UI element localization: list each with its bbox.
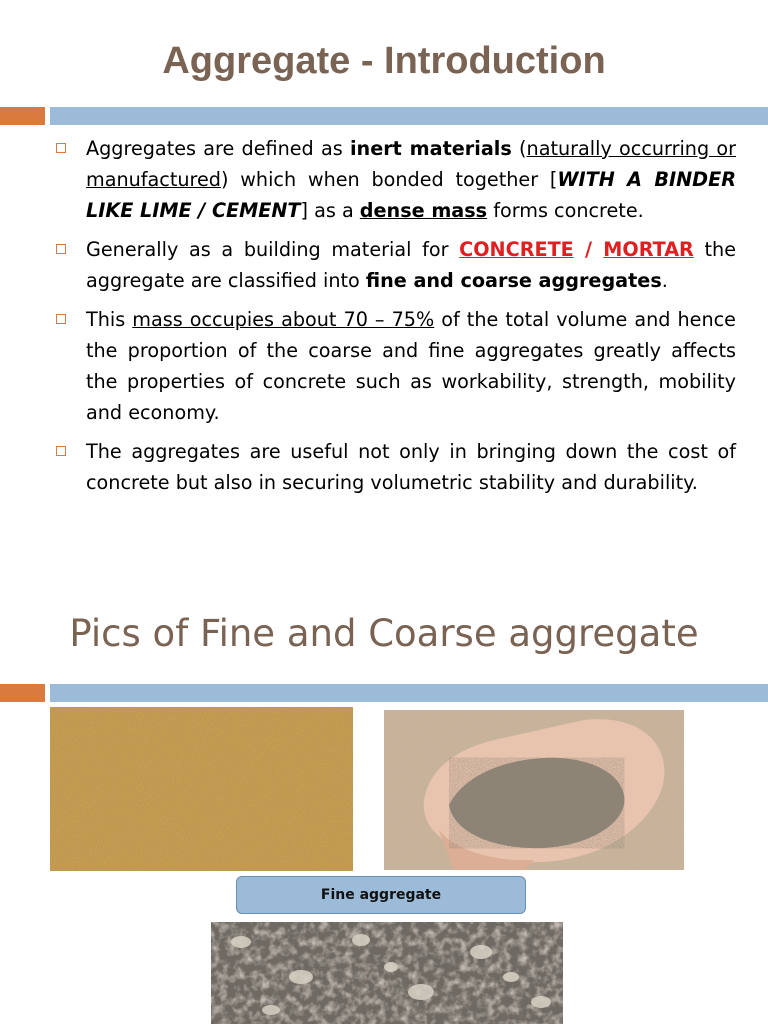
bold-text: inert materials <box>349 137 512 160</box>
divider-orange-block <box>0 107 45 125</box>
divider-blue-bar <box>50 107 768 125</box>
fine-aggregate-photo <box>50 707 353 871</box>
bullet-list <box>56 133 736 506</box>
bold-underlined-text: dense mass <box>359 199 488 222</box>
square-bullet-icon <box>56 244 66 254</box>
title-divider-band <box>0 107 768 125</box>
hand-holding-aggregate-photo <box>384 710 684 870</box>
highlight-text: MORTAR <box>603 238 694 261</box>
highlight-text: CONCRETE <box>459 238 574 261</box>
divider-blue-bar <box>50 684 768 702</box>
slide-title: Pics of Fine and Coarse aggregate <box>69 612 699 655</box>
coarse-aggregate-photo <box>211 922 563 1024</box>
title-divider-band <box>0 684 768 702</box>
fine-aggregate-label: Fine aggregate <box>236 876 526 914</box>
divider-orange-block <box>0 684 45 702</box>
square-bullet-icon <box>56 314 66 324</box>
square-bullet-icon <box>56 143 66 153</box>
highlight-separator: / <box>573 238 604 261</box>
bullet-item: The aggregates are useful not only in bringing down the cost of concrete but also in securing volumetric stability and durability. <box>56 436 736 498</box>
bullet-item: This mass occupies about 70 – 75% of the total volume and hence the proportion of the coarse and fine aggregates greatly affects the properties of concrete such as workability, strength, mobility and economy. <box>56 304 736 428</box>
underlined-text: mass occupies about 70 – 75% <box>132 308 435 331</box>
underlined-text: naturally occurring or manufactured <box>86 137 737 191</box>
square-bullet-icon <box>56 446 66 456</box>
slide-pictures <box>0 570 768 1024</box>
bold-text: fine and coarse aggregates <box>365 269 662 292</box>
slide-title: Aggregate - Introduction <box>162 40 606 82</box>
bullet-item: Generally as a building material for CONCRETE / MORTAR the aggregate are classified into fine and coarse aggregates. <box>56 234 736 296</box>
bullet-item: Aggregates are defined as inert materials (naturally occurring or manufactured) which when bonded together [WITH A BINDER LIKE LIME / CEMENT] as a dense mass forms concrete. <box>56 133 736 226</box>
bold-italic-text: WITH A BINDER LIKE LIME / CEMENT <box>86 168 736 222</box>
